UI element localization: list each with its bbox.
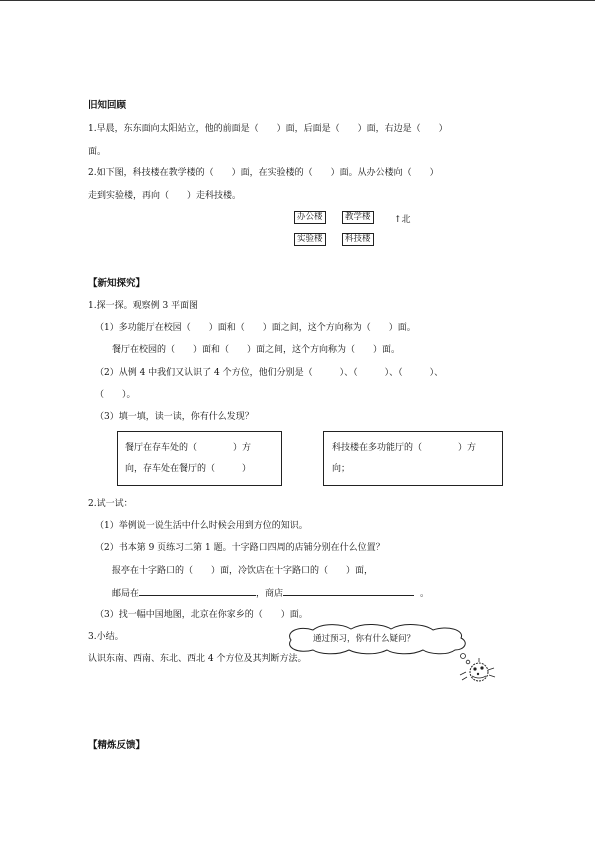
- fill-box-canteen: [117, 431, 282, 486]
- post-office-blank: [139, 586, 256, 596]
- fill-box-tech-line2: 向；: [332, 464, 351, 474]
- end-mark: 。: [420, 589, 430, 599]
- shop-blank: [283, 586, 414, 596]
- review-heading: 旧知回顾: [88, 100, 127, 111]
- explore-step2: 2.试一试：: [88, 499, 133, 509]
- map-tech-building: 科技楼: [342, 233, 374, 246]
- fill-box-tech-line1: 科技楼在多功能厅的（ ）方: [332, 443, 477, 453]
- practice-heading: 【精炼反馈】: [88, 740, 146, 751]
- explore-step2-2b: [112, 586, 429, 600]
- shop-label: ，商店: [256, 589, 284, 599]
- map-office-building: 办公楼: [294, 211, 326, 224]
- review-q2-line2: 走到实验楼，再向（ ）走科技楼。: [88, 191, 242, 201]
- review-q1-line1: 1.早晨，东东面向太阳站立，他的前面是（ ）面，后面是（ ）面，右边是（ ）: [88, 124, 448, 134]
- explore-step1-3: （3）填一填，读一读，你有什么发现？: [95, 412, 254, 422]
- post-office-label: 邮局在: [112, 589, 140, 599]
- page-top-rule: [0, 0, 595, 1]
- map-lab-building: 实验楼: [294, 233, 326, 246]
- explore-step1: 1.探一探。观察例 3 平面图: [88, 301, 199, 311]
- explore-step2-1: （1）举例说一说生活中什么时候会用到方位的知识。: [95, 521, 308, 531]
- explore-step2-2a: 报亭在十字路口的（ ）面，冷饮店在十字路口的（ ）面，: [112, 566, 374, 576]
- fill-box-canteen-line1: 餐厅在存车处的（ ）方: [125, 443, 252, 453]
- cartoon-face-icon: [460, 658, 495, 681]
- fill-box-tech: [323, 431, 503, 486]
- explore-step1-1a: （1）多功能厅在校园（ ）面和（ ）面之间，这个方向称为（ ）面。: [95, 323, 416, 333]
- explore-step1-2a: （2）从例 4 中我们又认识了 4 个方位，他们分别是（ ）、（ ）、（ ）、: [95, 368, 444, 378]
- thought-bubble: [283, 622, 501, 682]
- explore-step3-text: 认识东南、西南、东北、西北 4 个方位及其判断方法。: [88, 654, 307, 664]
- explore-step2-2: （2）书本第 9 页练习二第 1 题。十字路口四周的店铺分别在什么位置？: [95, 543, 385, 553]
- map-teaching-building: 教学楼: [342, 211, 374, 224]
- thought-cloud-icon: [283, 622, 501, 682]
- review-q2-line1: 2.如下图，科技楼在教学楼的（ ）面，在实验楼的（ ）面。从办公楼向（ ）: [88, 168, 439, 178]
- north-arrow-icon: ↑北: [394, 215, 411, 225]
- explore-step3: 3.小结。: [88, 632, 124, 642]
- explore-step1-1b: 餐厅在校园的（ ）面和（ ）面之间，这个方向称为（ ）面。: [112, 345, 401, 355]
- explore-step1-2b: （ ）。: [95, 390, 136, 400]
- review-q1-line2: 面。: [88, 147, 107, 157]
- bubble-question-text: 通过预习，你有什么疑问？: [313, 634, 416, 644]
- explore-step2-3: （3）找一幅中国地图，北京在你家乡的（ ）面。: [95, 610, 308, 620]
- explore-heading: 【新知探究】: [88, 278, 146, 289]
- fill-box-canteen-line2: 向，存车处在餐厅的（ ）: [125, 464, 252, 474]
